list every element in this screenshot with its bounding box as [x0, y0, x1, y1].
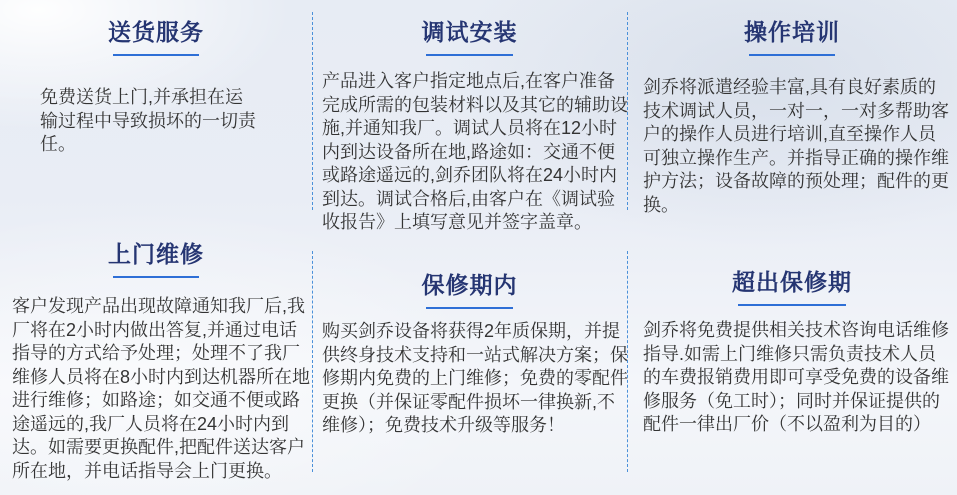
section-operation-training: [627, 14, 957, 217]
section-title-wrap: [312, 14, 627, 56]
section-body: 剑乔将免费提供相关技术咨询电话维修指导.如需上门维修只需负责技术人员的车费报销费用即可享受免费的设备维修服务（免工时）；同时并保证提供的配件一律出厂价（不以盈利为目的）: [643, 320, 949, 434]
section-title: 保修期内: [422, 267, 518, 309]
column-divider-dashed: [627, 251, 628, 472]
column-divider-dashed: [312, 12, 313, 210]
section-within-warranty: [312, 267, 627, 438]
section-title-wrap: [0, 236, 312, 278]
section-title-wrap: [0, 14, 312, 56]
section-onsite-repair: [0, 236, 312, 483]
section-beyond-warranty: [627, 264, 957, 437]
column-divider-dashed: [627, 12, 628, 210]
section-installation-debugging: [312, 14, 627, 235]
section-body: 客户发现产品出现故障通知我厂后,我厂将在2小时内做出答复,并通过电话指导的方式给予处理；处理不了我厂维修人员将在8小时内到达机器所在地进行维修；如路途；如交通不便或路途遥远的,我厂人员将在24小时内到达。如需要更换配件,把配件送达客户所在地，并电话指导会上门更换。: [12, 296, 311, 481]
section-body: 免费送货上门,并承担在运输过程中导致损坏的一切责任。: [40, 87, 256, 154]
section-delivery-service: [0, 14, 312, 157]
section-body: 购买剑乔设备将获得2年质保期，并提供终身技术支持和一站式解决方案；保修期内免费的上门维修；免费的零配件更换（并保证零配件损坏一律换新,不维修）；免费技术升级等服务！: [322, 321, 628, 435]
section-title: 上门维修: [108, 236, 204, 278]
section-title: 操作培训: [744, 14, 840, 56]
section-title: 调试安装: [422, 14, 518, 56]
section-title-wrap: [627, 264, 957, 306]
column-divider-dashed: [312, 251, 313, 472]
section-title: 送货服务: [108, 14, 204, 56]
section-title-wrap: [312, 267, 627, 309]
section-body: 产品进入客户指定地点后,在客户准备完成所需的包装材料以及其它的辅助设施,并通知我厂。调试人员将在12小时内到达设备所在地,路途如：交通不便或路途遥远的,剑乔团队将在24小时内到达。调试合格后,由客户在《调试验收报告》上填写意见并签字盖章。: [322, 71, 628, 232]
section-title-wrap: [627, 14, 957, 56]
section-body: 剑乔将派遣经验丰富,具有良好素质的技术调试人员，一对一，一对多帮助客户的操作人员进行培训,直至操作人员可独立操作生产。并指导正确的操作维护方法；设备故障的预处理；配件的更换。: [643, 77, 949, 215]
section-title: 超出保修期: [732, 264, 852, 306]
